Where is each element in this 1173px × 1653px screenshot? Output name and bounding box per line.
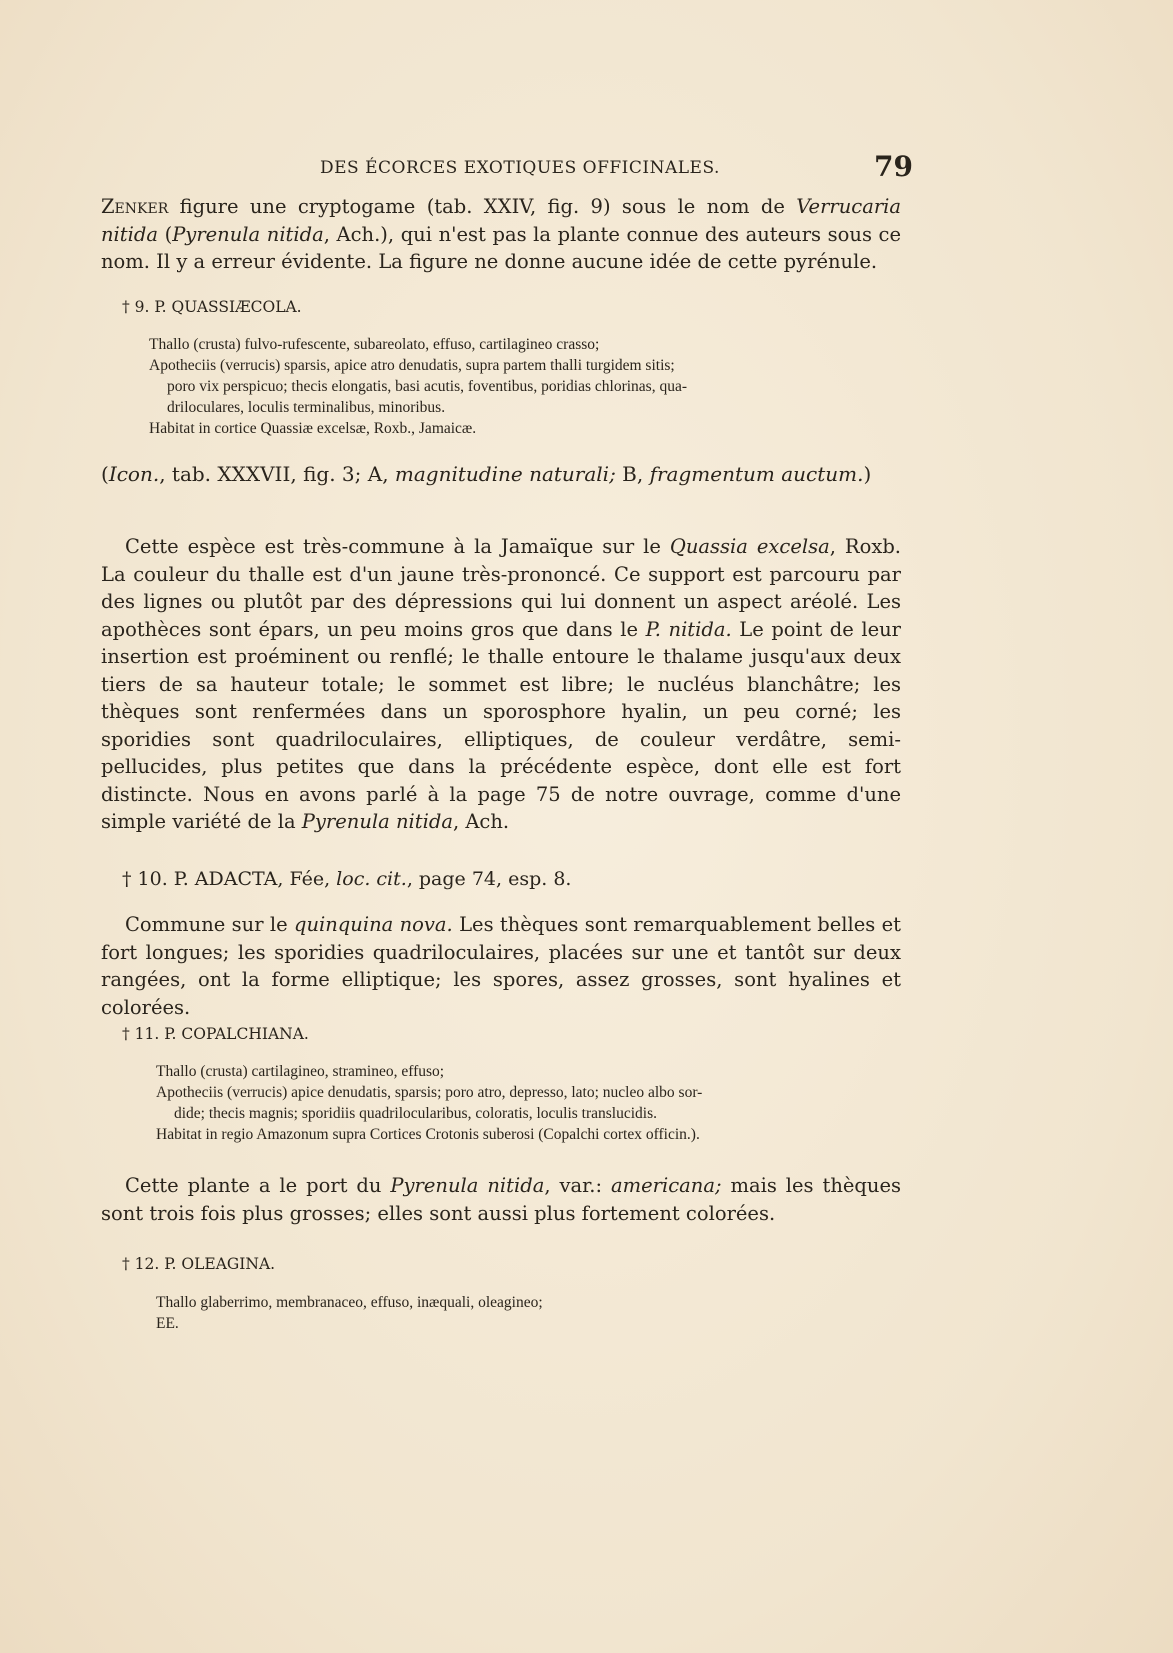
text-run: fragmentum auctum. (649, 462, 864, 486)
author-zenker: Zenker (101, 195, 169, 218)
catchword: EE. (156, 1315, 179, 1332)
text-run: , Ach.), qui n'est pas la plante connue des auteurs sous ce nom. Il y a erreur évidente. La figure ne donne aucune idée de cette pyrénule. (101, 222, 902, 273)
text-run: ( (157, 222, 173, 246)
species-11-heading: † 11. P. COPALCHIANA. (122, 1025, 309, 1043)
taxon-pyrenula: Pyrenula nitida (172, 222, 324, 246)
habitat-line: Habitat in cortice Quassiæ excelsæ, Roxb., Jamaicæ. (149, 420, 477, 437)
text-run: Les thèques sont remarquablement belles et fort longues; les sporidies quadriloculaires, placées sur une et tantôt sur deux rangées, ont la forme elliptique; les spores, assez grosses, sont hyalines et colorées. (101, 913, 901, 1019)
text-run: , Roxb. La couleur du thalle est d'un jaune très-prononcé. Ce support est parcouru par des lignes ou plutôt par des dépressions qui lui donnent un aspect aréolé. Les apothèces sont épars, un peu moins gros que dans le (101, 535, 902, 641)
diagnosis-line: Thallo (crusta) cartilagineo, stramineo, effuso; (156, 1063, 445, 1080)
text-run: Le point de leur insertion est proéminent ou renflé; le thalle entoure le thalame jusqu'aux deux tiers de sa hauteur totale; le sommet est libre; le nucléus blanchâtre; les thèques sont renfermées dans un sporosphore hyalin, un peu corné; les sporidies sont quadriloculaires, elliptiques, de couleur verdâtre, semi-pellucides, plus petites que dans la précédente espèce, dont elle est fort distincte. Nous en avons parlé à la page 75 de notre ouvrage, comme d'une simple variété de la (101, 617, 901, 833)
taxon-pyrenula: Pyrenula nitida (301, 810, 453, 833)
diagnosis-line: Thallo glaberrimo, membranaceo, effuso, inæquali, oleagineo; (156, 1294, 543, 1311)
text-run: Commune sur le (125, 913, 294, 936)
text-run: , page 74, esp. 8. (406, 868, 572, 890)
diagnosis-line: Thallo (crusta) fulvo-rufescente, subareolato, effuso, cartilagineo crasso; (149, 336, 600, 353)
species-9-icon-ref (101, 461, 901, 489)
running-title: DES ÉCORCES EXOTIQUES OFFICINALES. (320, 158, 720, 178)
text-run: quinquina nova. (293, 913, 453, 936)
diagnosis-line: Apotheciis (verrucis) apice denudatis, sparsis; poro atro, depresso, lato; nucleo albo sor- (156, 1084, 703, 1101)
taxon-p-nitida: P. nitida. (645, 617, 732, 641)
diagnosis-line: dide; thecis magnis; sporidiis quadrilocularibus, coloratis, loculis translucidis. (174, 1105, 658, 1122)
paragraph-quassia (101, 533, 901, 836)
species-12-diagnosis (156, 1292, 901, 1334)
page-number: 79 (874, 150, 913, 183)
text-run: , tab. XXXVII, fig. 3; A, (159, 462, 395, 486)
text-run: americana; (611, 1174, 722, 1197)
text-run: † 10. P. ADACTA, Fée, (122, 868, 337, 890)
habitat-line: Habitat in regio Amazonum supra Cortices Crotonis suberosi (Copalchi cortex officin.). (156, 1126, 700, 1143)
text-run: , Ach. (452, 810, 510, 833)
text-run: , var.: (544, 1174, 611, 1197)
species-9-diagnosis (149, 334, 901, 439)
text-run: Icon. (108, 462, 160, 486)
paragraph-copalchi (101, 1172, 901, 1227)
diagnosis-line: Apotheciis (verrucis) sparsis, apice atro denudatis, supra partem thalli turgidem sitis; (149, 357, 675, 374)
text-run: mais les thèques sont trois fois plus grosses; elles sont aussi plus fortement colorées. (101, 1174, 902, 1225)
taxon-verrucaria: Verrucaria nitida (101, 195, 901, 246)
species-11-diagnosis (156, 1061, 901, 1145)
text-run: ) (863, 462, 872, 486)
species-9-heading: † 9. P. QUASSIÆCOLA. (122, 298, 302, 316)
taxon-pyrenula: Pyrenula nitida (390, 1174, 545, 1197)
paragraph-zenker (101, 193, 901, 276)
text-run: Cette espèce est très-commune à la Jamaïque sur le (125, 535, 670, 558)
text-run: loc. cit. (336, 868, 407, 890)
text-run: ( (101, 462, 109, 486)
text-run: figure une cryptogame (tab. XXIV, fig. 9) sous le nom de (168, 195, 797, 218)
text-run: magnitudine naturali; (394, 462, 616, 486)
diagnosis-line: poro vix perspicuo; thecis elongatis, basi acutis, foventibus, poridias chlorinas, qua- (167, 378, 687, 395)
paragraph-quinquina (101, 911, 901, 1021)
text-run: Cette plante a le port du (125, 1174, 391, 1197)
taxon-quassia: Quassia excelsa (669, 535, 830, 558)
text-run: B, (615, 462, 650, 486)
diagnosis-line: driloculares, loculis terminalibus, minoribus. (167, 399, 446, 416)
species-10-heading (122, 868, 571, 890)
species-12-heading: † 12. P. OLEAGINA. (122, 1255, 276, 1273)
